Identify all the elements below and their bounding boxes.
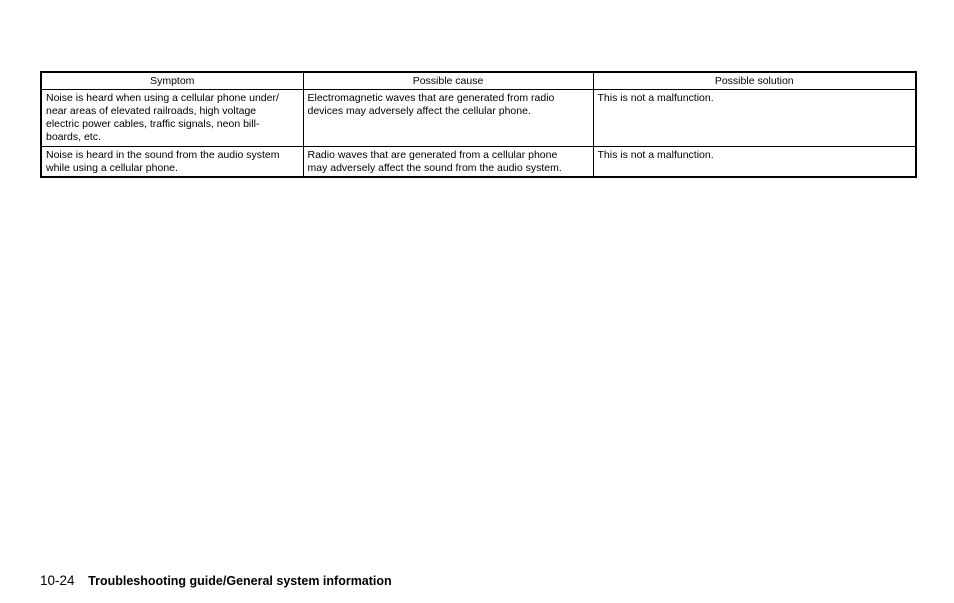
troubleshooting-table xyxy=(40,71,917,178)
page-footer xyxy=(40,573,392,589)
solution-text: This is not a malfunction. xyxy=(597,149,714,161)
solution-text: This is not a malfunction. xyxy=(597,92,714,104)
cause-line: Electromagnetic waves that are generated from radio xyxy=(307,92,555,104)
solution-cell xyxy=(593,147,916,178)
symptom-line: Noise is heard in the sound from the audio system xyxy=(46,149,280,161)
solution-cell xyxy=(593,90,916,147)
table-row xyxy=(41,147,916,178)
symptom-line: Noise is heard when using a cellular phone under/ xyxy=(46,92,279,104)
symptom-line: while using a cellular phone. xyxy=(46,162,178,174)
symptom-line: near areas of elevated railroads, high voltage xyxy=(46,105,257,117)
cause-line: devices may adversely affect the cellular phone. xyxy=(307,105,531,117)
column-header-symptom: Symptom xyxy=(41,72,303,90)
cause-line: may adversely affect the sound from the audio system. xyxy=(307,162,562,174)
cause-cell xyxy=(303,147,593,178)
column-header-possible-cause: Possible cause xyxy=(303,72,593,90)
symptom-line: electric power cables, traffic signals, neon bill- xyxy=(46,118,260,130)
symptom-cell xyxy=(41,90,303,147)
page-number: 10-24 xyxy=(40,573,75,588)
symptom-cell xyxy=(41,147,303,178)
symptom-line: boards, etc. xyxy=(46,131,101,143)
table-header-row xyxy=(41,72,916,90)
cause-line: Radio waves that are generated from a cellular phone xyxy=(307,149,558,161)
cause-cell xyxy=(303,90,593,147)
section-title: Troubleshooting guide/General system information xyxy=(88,574,392,588)
table-row xyxy=(41,90,916,147)
column-header-possible-solution: Possible solution xyxy=(593,72,916,90)
